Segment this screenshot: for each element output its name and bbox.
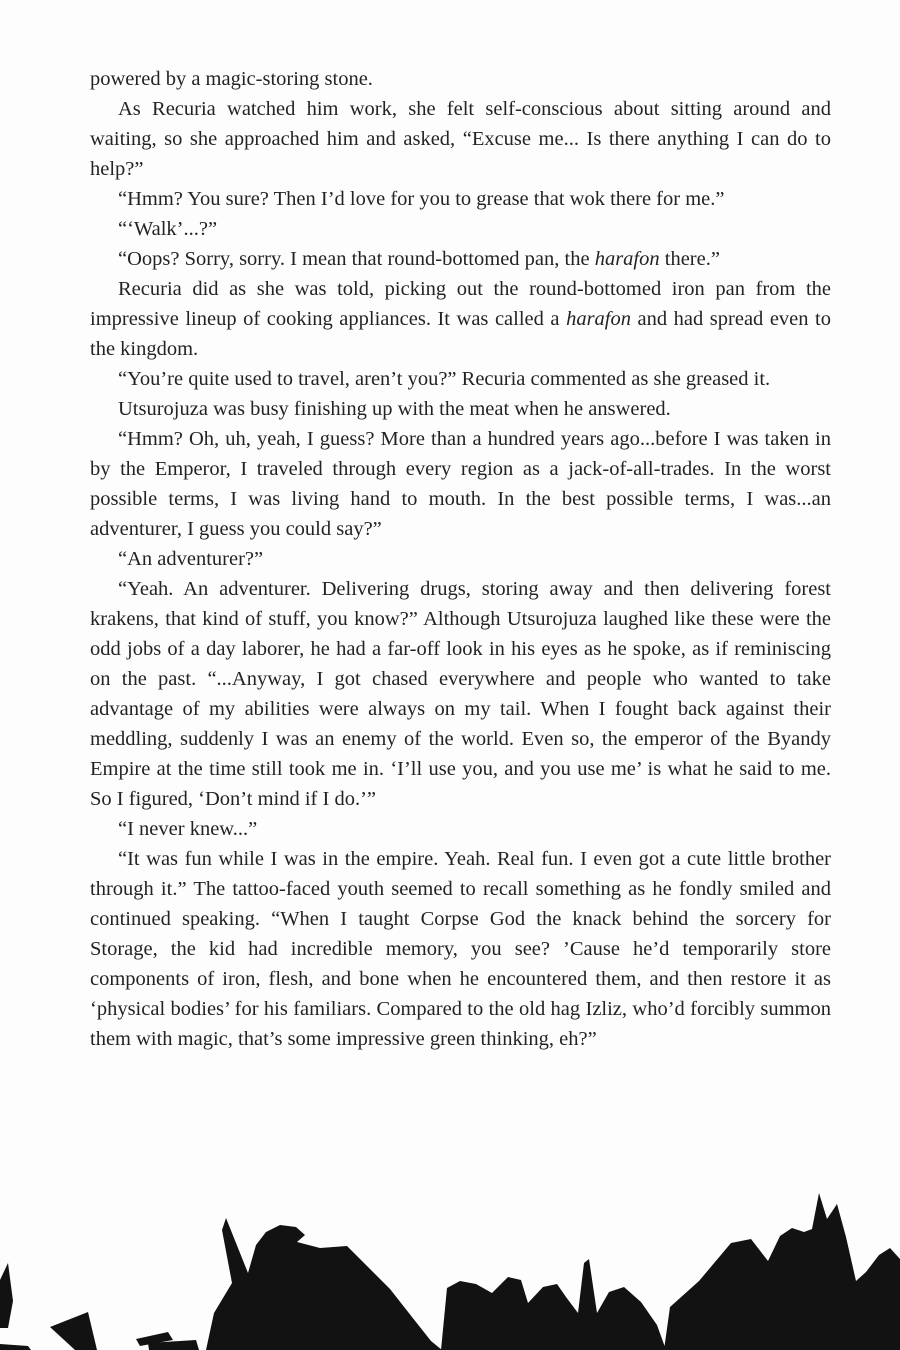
text-run: and had spread even to the kingdom.: [90, 308, 832, 360]
text-run: “It was fun while I was in the empire. Yeah. Real fun. I even got a cute little brother through it.” The tattoo-faced youth seemed to recall something as he fondly smiled and continued speaking. “When I taught Corpse God the knack behind the sorcery for Storage, the kid had incredible memory, you see? ’Cause he’d temporarily store components of iron, flesh, and bone when he encountered them, and then restore it as ‘physical bodies’ for his familiars. Compared to the old hag Izliz, who’d forcibly summon them with magic, that’s some impressive green thinking, eh?”: [90, 848, 831, 1050]
paragraph: [90, 574, 831, 814]
paragraph: [90, 94, 831, 184]
text-run: Utsurojuza was busy finishing up with the meat when he answered.: [118, 398, 671, 420]
paragraph: [90, 244, 831, 274]
text-run: “You’re quite used to travel, aren’t you?” Recuria commented as she greased it.: [118, 368, 771, 390]
paragraph: [90, 274, 831, 364]
shard-left-sliver: [0, 1263, 13, 1328]
text-run: “Hmm? Oh, uh, yeah, I guess? More than a hundred years ago...before I was taken in by the Emperor, I traveled through every region as a jack-of-all-trades. In the worst possible terms, I was living hand to mouth. In the best possible terms, I was...an adventurer, I guess you could say?”: [90, 428, 831, 540]
text-run: “Yeah. An adventurer. Delivering drugs, storing away and then delivering forest krakens, that kind of stuff, you know?” Although Utsurojuza laughed like these were the odd jobs of a day laborer, he had a far-off look in his eyes as he spoke, as if reminiscing on the past. “...Anyway, I got chased everywhere and people who wanted to take advantage of my abilities were always on my tail. When I fought back against their meddling, suddenly I was an enemy of the world. Even so, the emperor of the Byandy Empire at the time still took me in. ‘I’ll use you, and you use me’ is what he said to me. So I figured, ‘Don’t mind if I do.’”: [90, 578, 831, 810]
shattered-silhouette-artwork: [0, 1185, 900, 1350]
paragraph: [90, 544, 831, 574]
italic-term: harafon: [566, 308, 631, 330]
text-run: “I never knew...”: [118, 818, 258, 840]
text-run: “Hmm? You sure? Then I’d love for you to grease that wok there for me.”: [118, 188, 725, 210]
paragraph: [90, 844, 831, 1054]
shard-left-blade: [50, 1312, 97, 1350]
text-run: powered by a magic-storing stone.: [90, 68, 373, 90]
paragraph: [90, 64, 831, 94]
text-run: “Oops? Sorry, sorry. I mean that round-bottomed pan, the: [118, 248, 595, 270]
shard-left-corner-strip: [0, 1344, 31, 1350]
paragraph: [90, 184, 831, 214]
shard-mountain-left: [206, 1218, 442, 1350]
paragraph: [90, 364, 831, 394]
paragraph: [90, 214, 831, 244]
paragraph: [90, 814, 831, 844]
paragraph: [90, 394, 831, 424]
shard-mountain-right: [664, 1193, 900, 1350]
shard-center-cluster: [441, 1259, 666, 1350]
text-run: “An adventurer?”: [118, 548, 264, 570]
paragraph: [90, 424, 831, 544]
text-run: there.”: [659, 248, 720, 270]
text-run: As Recuria watched him work, she felt self-conscious about sitting around and waiting, so she approached him and asked, “Excuse me... Is there anything I can do to help?”: [90, 98, 831, 180]
body-text: [90, 64, 831, 1054]
text-run: “‘Walk’...?”: [118, 218, 218, 240]
italic-term: harafon: [594, 248, 660, 270]
text-run: Recuria did as she was told, picking out the round-bottomed iron pan from the impressive lineup of cooking appliances. It was called a: [90, 278, 831, 330]
